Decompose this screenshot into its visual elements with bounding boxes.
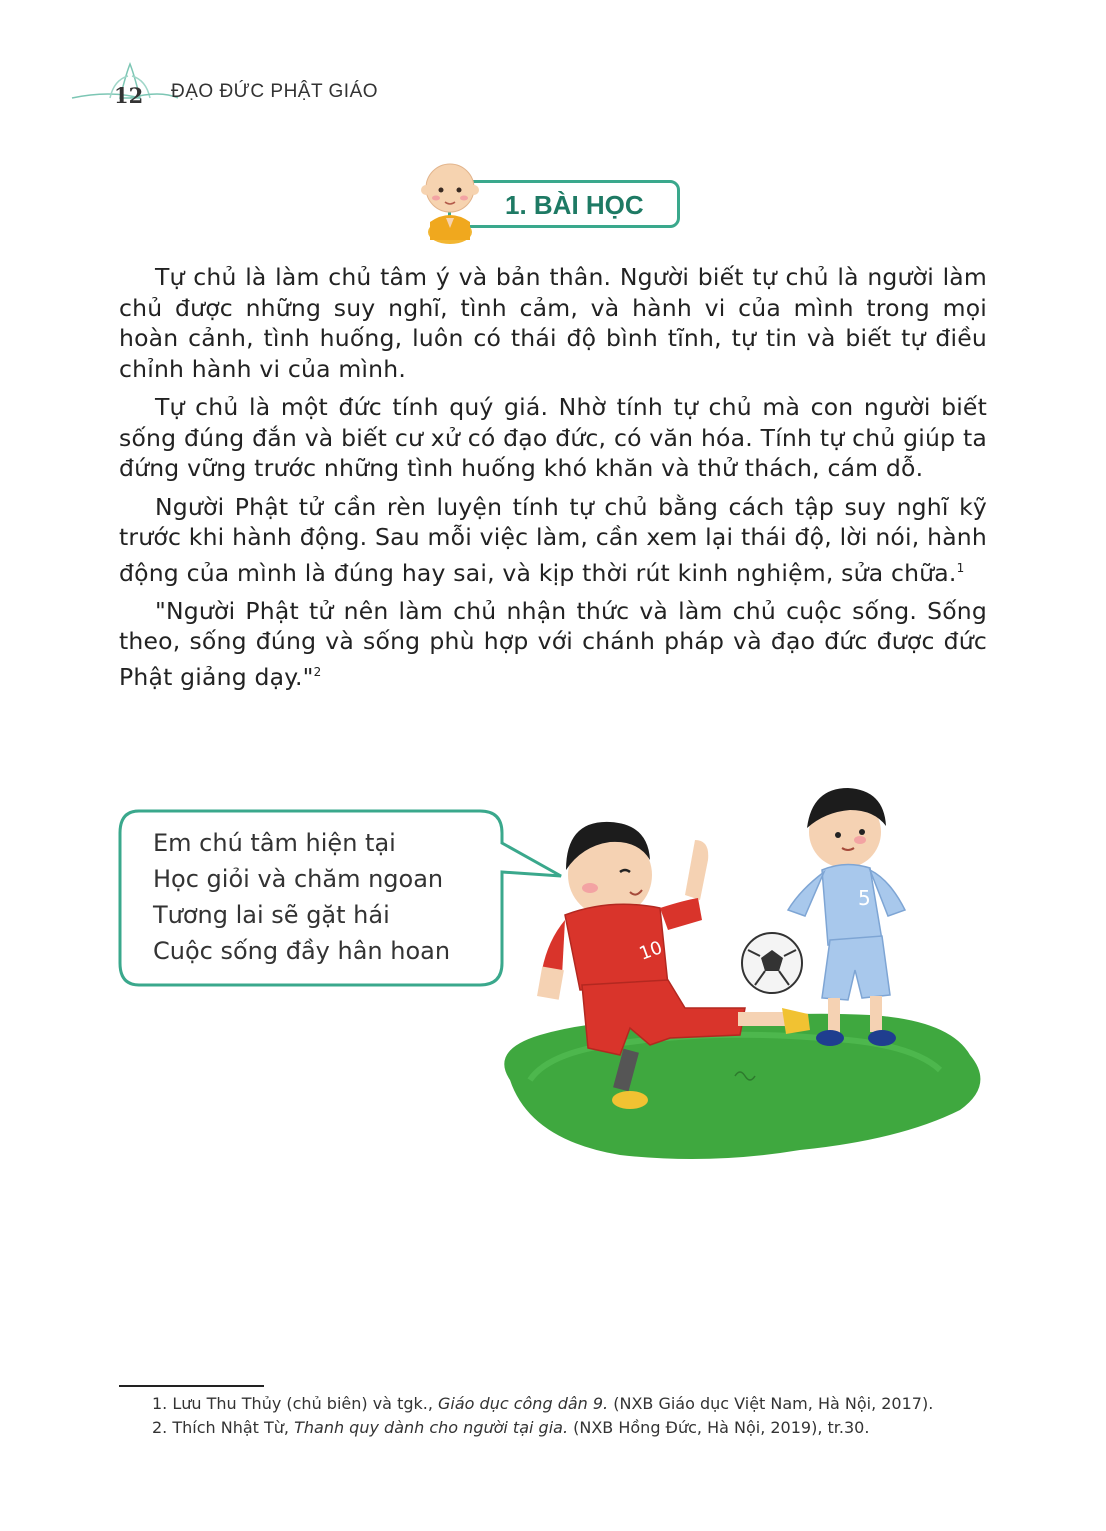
- paragraph: Người Phật tử cần rèn luyện tính tự chủ bằng cách tập suy nghĩ kỹ trước khi hành động. Sau mỗi việc làm, cần xem lại thái độ, lời nói, hành động của mình là đúng hay sai, và kịp thời rút kinh nghiệm, sửa chữa.$^1$: [119, 492, 987, 587]
- footnote-separator: [119, 1385, 264, 1387]
- lesson-body: [119, 262, 987, 700]
- boy-blue-jersey: [788, 788, 905, 1046]
- poem-line: Cuộc sống đầy hân hoan: [153, 937, 451, 965]
- red-jersey-number: 10: [636, 937, 666, 965]
- footnotes: [152, 1392, 933, 1440]
- poem: [153, 825, 450, 969]
- footnote: 1. Lưu Thu Thủy (chủ biên) và tgk., Giáo dục công dân 9. (NXB Giáo dục Việt Nam, Hà Nội, 2017).: [152, 1394, 934, 1413]
- blue-jersey-number: 5: [858, 886, 871, 910]
- page-number: 12: [114, 83, 144, 108]
- paragraph: Tự chủ là làm chủ tâm ý và bản thân. Người biết tự chủ là người làm chủ được những suy nghĩ, tình cảm, và hành vi của mình trong mọi hoàn cảnh, tình huống, luôn có thái độ bình tĩnh, tự tin và biết tự điều chỉnh hành vi của mình.: [119, 263, 987, 383]
- paragraph: "Người Phật tử nên làm chủ nhận thức và làm chủ cuộc sống. Sống theo, sống đúng và sống phù hợp với chánh pháp và đạo đức được đức Phật giảng dạy."$^2$: [119, 596, 987, 691]
- page-header: [70, 62, 390, 112]
- poem-line: Tương lai sẽ gặt hái: [153, 901, 390, 929]
- poem-line: Em chú tâm hiện tại: [153, 829, 396, 857]
- paragraph: Tự chủ là một đức tính quý giá. Nhờ tính tự chủ mà con người biết sống đúng đắn và biết cư xử có đạo đức, có văn hóa. Tính tự chủ giúp ta đứng vững trước những tình huống khó khăn và thử thách, cám dỗ.: [119, 393, 987, 482]
- book-title: ĐẠO ĐỨC PHẬT GIÁO: [171, 81, 379, 102]
- footnote: 2. Thích Nhật Từ, Thanh quy dành cho người tại gia. (NXB Hồng Đức, Hà Nội, 2019), tr.30.: [152, 1418, 870, 1437]
- soccer-illustration: [470, 780, 1000, 1180]
- footnote-ref: 2: [313, 664, 322, 679]
- monk-mascot-icon: [415, 150, 485, 246]
- section-title: 1. BÀI HỌC: [505, 190, 644, 220]
- poem-line: Học giỏi và chăm ngoan: [153, 865, 444, 893]
- soccer-ball-icon: [742, 933, 802, 993]
- footnote-ref: 1: [956, 560, 965, 575]
